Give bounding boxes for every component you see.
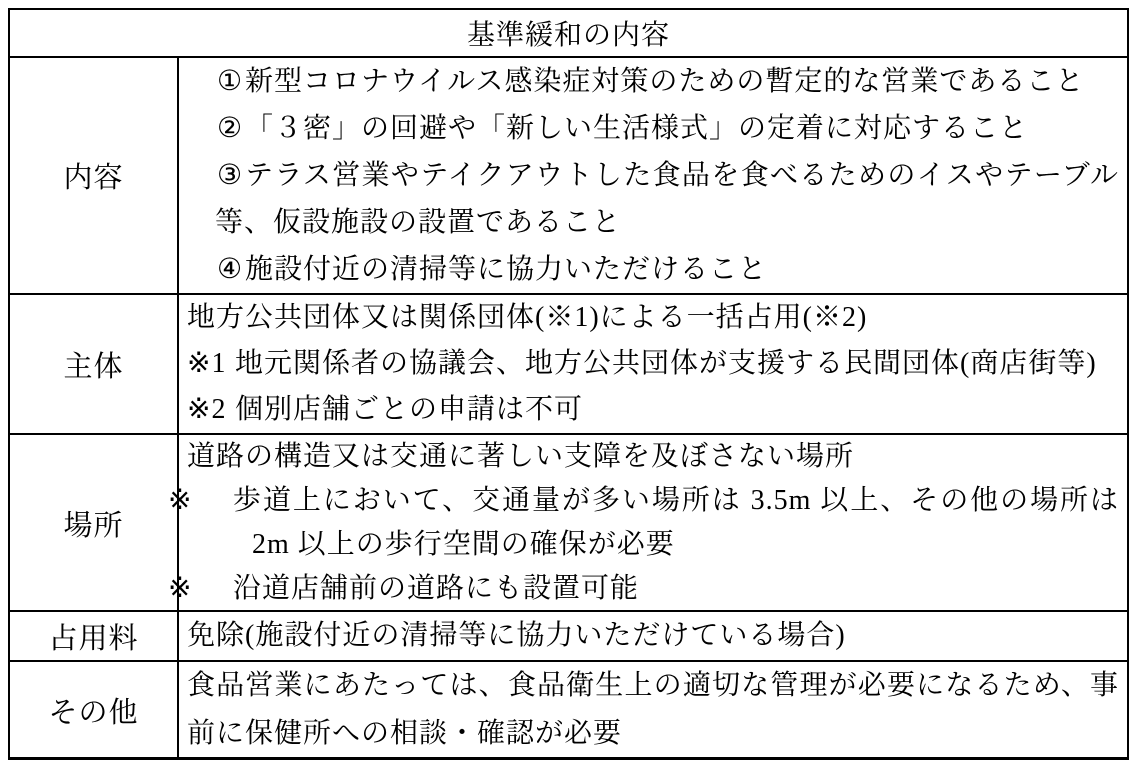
item-text: 新型コロナウイルス感染症対策のための暫定的な営業であること [245,66,1085,97]
footnote-item [187,387,1119,433]
list-item [187,295,1119,341]
standards-relaxation-table [8,8,1129,760]
row-label: 内容 [10,58,179,293]
table-row-location [10,433,1127,610]
row-content-cell [179,295,1127,433]
item-text: 食品営業にあたっては、食品衛生上の適切な管理が必要になるため、事前に保健所への相談・確認が必要 [187,670,1119,749]
table-row-other [10,660,1127,757]
table-row-content [10,56,1127,293]
table-title: 基準緩和の内容 [466,20,670,51]
list-item [187,662,1119,758]
item-text: 免除(施設付近の清掃等に協力いただけている場合) [187,620,846,651]
row-label: 主体 [10,295,179,433]
list-item [187,613,1119,659]
item-text: 道路の構造又は交通に著しい支障を及ぼさない場所 [187,441,855,472]
footnote-item [168,567,1119,611]
item-text: 沿道店舗前の道路にも設置可能 [233,573,640,604]
list-item [187,105,1119,152]
row-content-cell [168,435,1127,611]
item-text: 施設付近の清掃等に協力いただけること [245,254,768,285]
item-text: 地方公共団体又は関係団体(※1)による一括占用(※2) [187,302,868,333]
row-content-cell [179,58,1127,293]
item-text: 「３密」の回避や「新しい生活様式」の定着に対応すること [245,113,1029,144]
list-item [187,435,1119,479]
footnote-item [187,341,1119,387]
item-text: 個別店舗ごとの申請は不可 [235,394,584,425]
list-item [187,152,1119,246]
circled-number-icon: ④ [217,254,244,285]
item-text: 歩道上において、交通量が多い場所は 3.5m 以上、その他の場所は 2m 以上の歩行空間の確保が必要 [233,485,1119,560]
reference-mark-icon: ※2 [187,394,227,425]
circled-number-icon: ② [217,113,244,144]
table-header-row [10,10,1127,56]
row-content-cell [179,662,1127,758]
item-text: 地元関係者の協議会、地方公共団体が支援する民間団体(商店街等) [235,348,1097,379]
circled-number-icon: ① [217,66,244,97]
list-item [187,58,1119,105]
table-row-occupancy-fee [10,610,1127,660]
row-label: その他 [10,662,179,758]
row-content-cell [179,612,1127,660]
row-label: 占用料 [10,612,179,660]
row-label: 場所 [10,435,179,611]
circled-number-icon: ③ [217,160,244,191]
item-text: テラス営業やテイクアウトした食品を食べるためのイスやテーブル等、仮設施設の設置であること [215,160,1119,238]
reference-mark-icon: ※ [168,485,193,516]
list-item [187,246,1119,293]
reference-mark-icon: ※1 [187,348,227,379]
footnote-item [168,479,1119,567]
table-row-entity [10,293,1127,433]
reference-mark-icon: ※ [168,573,193,604]
